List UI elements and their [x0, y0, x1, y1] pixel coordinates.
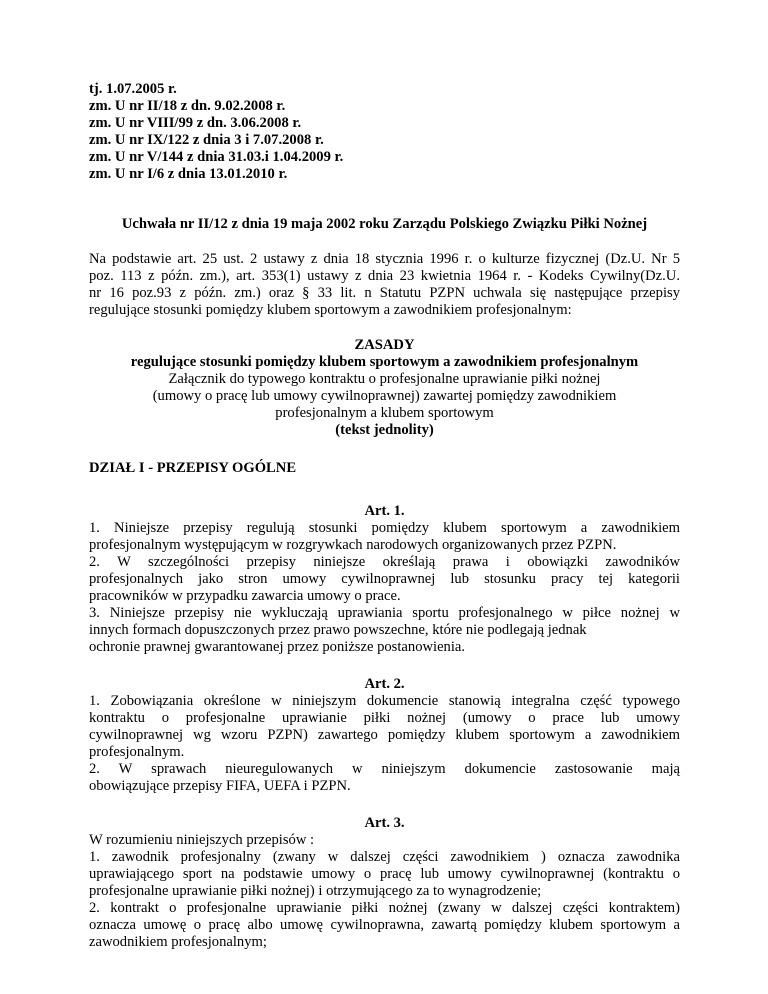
annex-line: (umowy o pracę lub umowy cywilnoprawnej) zawartej pomiędzy zawodnikiem — [152, 388, 617, 404]
article-line: profesjonalne uprawianie piłki nożnej) i otrzymującego za to wynagrodzenie; — [89, 883, 542, 899]
article-3 — [89, 815, 680, 951]
article-line: 1. Zobowiązania określone w niniejszym dokumencie stanowią integralna część typowego — [89, 693, 680, 709]
article-line: 3. Niniejsze przepisy nie wykluczają uprawiania sportu profesjonalnego w piłce nożnej w — [89, 605, 680, 621]
article-line: 1. zawodnik profesjonalny (zwany w dalszej części zawodnikiem ) oznacza zawodnika — [89, 849, 680, 865]
amendment-line: zm. U nr IX/122 z dnia 3 i 7.07.2008 r. — [89, 132, 324, 148]
article-line: zawodnikiem profesjonalnym; — [89, 934, 267, 950]
article-title: Art. 3. — [364, 815, 405, 831]
article-line: profesjonalnym występującym w rozgrywkach narodowych organizowanych przez PZPN. — [89, 537, 617, 553]
article-line: profesjonalnych jako stron umowy cywilnoprawnej lub stosunku pracy tej kategorii — [89, 571, 680, 587]
section-heading: DZIAŁ I - PRZEPISY OGÓLNE — [89, 460, 297, 476]
article-line: profesjonalnym. — [89, 744, 185, 760]
document-page — [89, 81, 680, 951]
article-line: pracowników w przypadku zawarcia umowy o prace. — [89, 588, 401, 604]
annex-line: profesjonalnym a klubem sportowym — [275, 405, 494, 421]
document-subheading: regulujące stosunki pomiędzy klubem sportowym a zawodnikiem profesjonalnym — [130, 354, 639, 370]
amendment-line: zm. U nr VIII/99 z dn. 3.06.2008 r. — [89, 115, 302, 131]
amendment-line: zm. U nr II/18 z dn. 9.02.2008 r. — [89, 98, 286, 114]
article-line: uprawiającego sport na podstawie umowy o pracę lub umowy cywilnoprawnej (kontraktu o — [89, 866, 680, 882]
article-line: kontraktu o profesjonalne uprawianie piłki nożnej (umowy o prace lub umowy — [89, 710, 680, 726]
amendment-list — [89, 81, 680, 183]
preamble-line: Na podstawie art. 25 ust. 2 ustawy z dnia 18 stycznia 1996 r. o kulturze fizycznej (Dz.U. Nr 5 — [89, 251, 680, 267]
article-line: 2. W sprawach nieuregulowanych w niniejszym dokumencie zastosowanie mają — [89, 761, 680, 777]
article-line: 2. kontrakt o profesjonalne uprawianie piłki nożnej (zwany w dalszej części kontraktem) — [89, 900, 680, 916]
amendment-line: tj. 1.07.2005 r. — [89, 81, 177, 97]
article-line: cywilnoprawnej wg wzoru PZPN) zawartego pomiędzy klubem sportowym a zawodnikiem — [89, 727, 680, 743]
article-line: oznacza umowę o pracę albo umowę cywilnoprawna, zawartą pomiędzy klubem sportowym a — [89, 917, 680, 933]
preamble-line: nr 16 poz.93 z późn. zm.) oraz § 33 lit. n Statutu PZPN uchwala się następujące przepisy — [89, 285, 680, 301]
preamble-line: poz. 113 z późn. zm.), art. 353(1) ustawy z dnia 23 kwietnia 1964 r. - Kodeks Cywilny(Dz.U. — [89, 268, 680, 284]
article-line: innych formach dopuszczonych przez prawo powszechne, które nie podlegają jednak — [89, 622, 587, 638]
document-title-block — [89, 337, 680, 439]
article-line: obowiązujące przepisy FIFA, UEFA i PZPN. — [89, 778, 351, 794]
article-line: W rozumieniu niniejszych przepisów : — [89, 832, 315, 848]
article-title: Art. 1. — [364, 503, 405, 519]
preamble — [89, 251, 680, 319]
amendment-line: zm. U nr I/6 z dnia 13.01.2010 r. — [89, 166, 288, 182]
article-title: Art. 2. — [364, 676, 405, 692]
article-1 — [89, 503, 680, 656]
amendment-line: zm. U nr V/144 z dnia 31.03.i 1.04.2009 r. — [89, 149, 344, 165]
article-line: 2. W szczególności przepisy niniejsze określają prawa i obowiązki zawodników — [89, 554, 680, 570]
article-2 — [89, 676, 680, 795]
article-line: 1. Niniejsze przepisy regulują stosunki pomiędzy klubem sportowym a zawodnikiem — [89, 520, 680, 536]
article-line: ochronie prawnej gwarantowanej przez poniższe postanowienia. — [89, 639, 466, 655]
document-heading: ZASADY — [354, 337, 415, 353]
annex-line: Załącznik do typowego kontraktu o profesjonalne uprawianie piłki nożnej — [168, 371, 601, 387]
resolution-title: Uchwała nr II/12 z dnia 19 maja 2002 roku Zarządu Polskiego Związku Piłki Nożnej — [121, 216, 648, 232]
consolidated-text-label: (tekst jednolity) — [335, 422, 434, 438]
preamble-line: regulujące stosunki pomiędzy klubem sportowym a zawodnikiem profesjonalnym: — [89, 302, 572, 318]
